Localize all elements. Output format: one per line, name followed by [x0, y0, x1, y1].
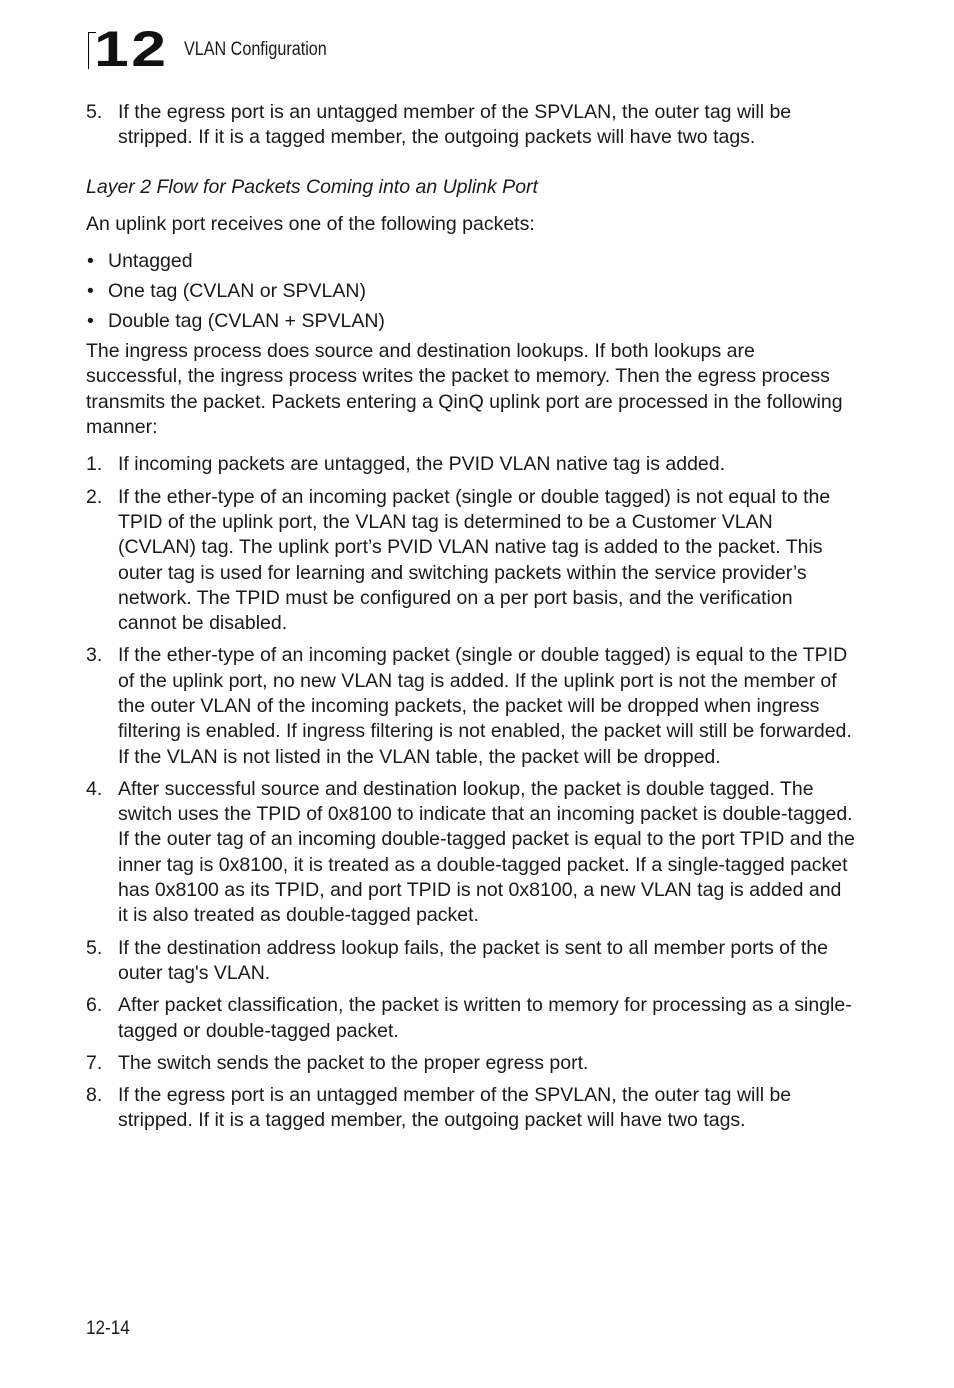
- step-number: 1.: [86, 453, 103, 476]
- steps-list: [86, 452, 856, 1133]
- bullet-item: • One tag (CVLAN or SPVLAN): [87, 280, 366, 303]
- page-header: [88, 21, 327, 77]
- step-item: [86, 1083, 856, 1134]
- list-item-number: 5.: [86, 101, 103, 123]
- step-item: [86, 1051, 856, 1076]
- step-number: 8.: [86, 1084, 103, 1107]
- page-content: [86, 100, 856, 1134]
- step-item: [86, 643, 856, 769]
- step-text: If the destination address lookup fails, the packet is sent to all member ports of the outer tag's VLAN.: [118, 936, 828, 984]
- packet-type-list: [86, 249, 856, 334]
- bullet-text: Untagged: [108, 250, 193, 273]
- step-text: If incoming packets are untagged, the PVID VLAN native tag is added.: [118, 453, 726, 476]
- step-number: 5.: [86, 936, 103, 959]
- process-paragraph: The ingress process does source and destination lookups. If both lookups are successful, the ingress process writes the packet to memory. Then the egress process transmits the packet. Packets entering a QinQ uplink port are processed in the following manner:: [86, 340, 843, 439]
- step-item: [86, 777, 856, 929]
- step-item: [86, 452, 856, 477]
- step-text: If the ether-type of an incoming packet (single or double tagged) is not equal to the TPID of the uplink port, the VLAN tag is determined to be a Customer VLAN (CVLAN) tag. The uplink port’s PVID VLAN native tag is added to the packet. This outer tag is used for learning and switching packets within the service provider’s network. The TPID must be configured on a per port basis, and the verification cannot be disabled.: [118, 485, 831, 635]
- lead-paragraph: An uplink port receives one of the following packets:: [86, 212, 535, 235]
- section-heading: Layer 2 Flow for Packets Coming into an Uplink Port: [86, 175, 538, 198]
- step-text: After successful source and destination lookup, the packet is double tagged. The switch uses the TPID of 0x8100 to indicate that an incoming packet is double-tagged. If the outer tag of an incoming double-tagged packet is equal to the port TPID and the inner tag is 0x8100, it is treated as a double-tagged packet. If a single-tagged packet has 0x8100 as its TPID, and port TPID is not 0x8100, a new VLAN tag is added and it is also treated as double-tagged packet.: [118, 777, 855, 927]
- chapter-title: VLAN Configuration: [184, 39, 327, 60]
- bullet-text: Double tag (CVLAN + SPVLAN): [108, 310, 385, 333]
- step-number: 3.: [86, 644, 103, 667]
- chapter-number: 12: [94, 21, 169, 77]
- step-text: After packet classification, the packet is written to memory for processing as a single-tagged or double-tagged packet.: [118, 994, 852, 1042]
- page-number: 12-14: [86, 1318, 130, 1339]
- step-item: [86, 936, 856, 987]
- step-item: [86, 993, 856, 1044]
- bullet-text: One tag (CVLAN or SPVLAN): [108, 280, 366, 303]
- step-number: 7.: [86, 1051, 103, 1074]
- chapter-badge: [88, 21, 169, 77]
- step-item: [86, 485, 856, 637]
- step-number: 2.: [86, 485, 103, 508]
- intro-list-item: [86, 100, 856, 151]
- step-number: 4.: [86, 777, 103, 800]
- step-text: If the egress port is an untagged member of the SPVLAN, the outer tag will be stripped. If it is a tagged member, the outgoing packet will have two tags.: [118, 1084, 792, 1132]
- step-text: The switch sends the packet to the proper egress port.: [118, 1051, 589, 1074]
- step-number: 6.: [86, 994, 103, 1017]
- bullet-item: • Untagged: [87, 250, 193, 273]
- bullet-item: • Double tag (CVLAN + SPVLAN): [87, 310, 385, 333]
- step-text: If the ether-type of an incoming packet (single or double tagged) is equal to the TPID of the uplink port, no new VLAN tag is added. If the uplink port is not the member of the outer VLAN of the incoming packets, the packet will be dropped when ingress filtering is enabled. If ingress filtering is not enabled, the packet will still be forwarded. If the VLAN is not listed in the VLAN table, the packet will be dropped.: [118, 644, 852, 768]
- list-item-text: If the egress port is an untagged member of the SPVLAN, the outer tag will be stripped. If it is a tagged member, the outgoing packets will have two tags.: [118, 101, 792, 149]
